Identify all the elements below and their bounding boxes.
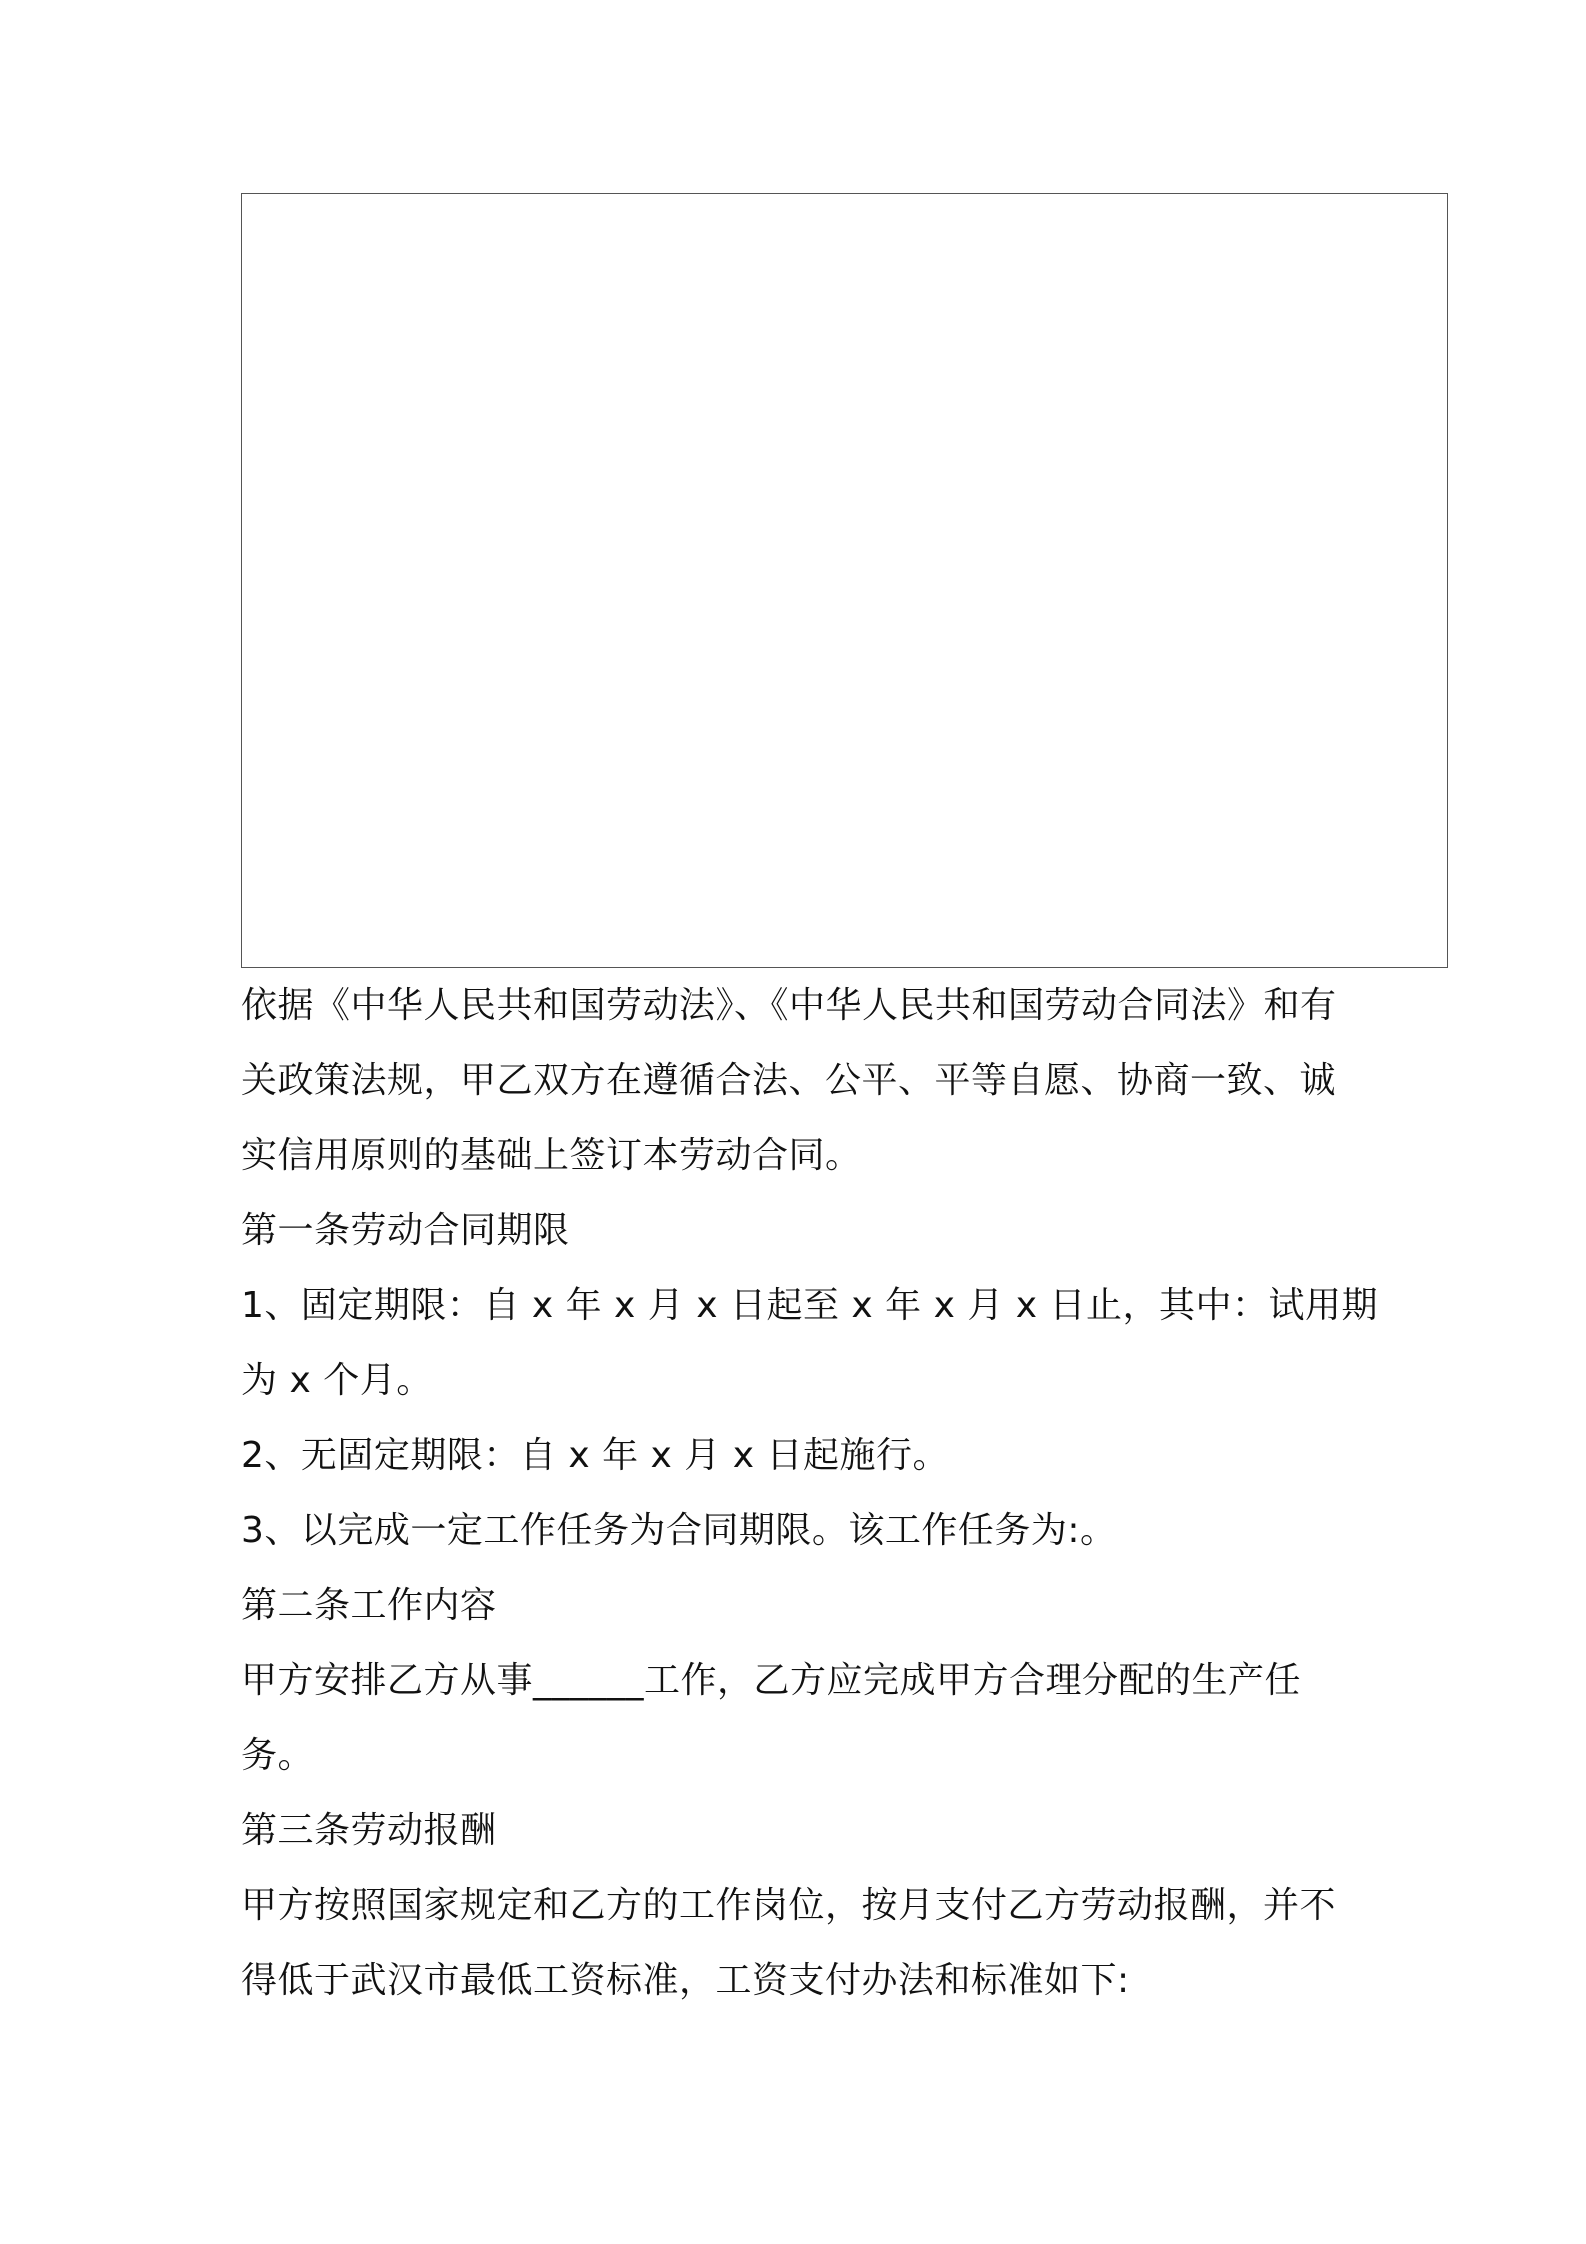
clause-line: 1、固定期限：自 x 年 x 月 x 日起至 x 年 x 月 x 日止，其中：试用期 <box>241 1285 1379 1326</box>
section-heading-3: 第三条劳动报酬 <box>241 1810 497 1851</box>
image-placeholder-box <box>241 193 1448 968</box>
paragraph-line: 依据《中华人民共和国劳动法》、《中华人民共和国劳动合同法》和有 <box>241 985 1337 1026</box>
clause-line: 2、无固定期限：自 x 年 x 月 x 日起施行。 <box>241 1435 949 1476</box>
paragraph-line: 实信用原则的基础上签订本劳动合同。 <box>241 1135 862 1176</box>
section-heading-2: 第二条工作内容 <box>241 1585 497 1626</box>
clause-line: 3、以完成一定工作任务为合同期限。该工作任务为:。 <box>241 1510 1117 1551</box>
clause-line: 为 x 个月。 <box>241 1360 433 1401</box>
paragraph-line: 甲方按照国家规定和乙方的工作岗位，按月支付乙方劳动报酬，并不 <box>241 1885 1337 1926</box>
paragraph-line: 甲方安排乙方从事______工作，乙方应完成甲方合理分配的生产任 <box>241 1660 1302 1701</box>
section-heading-1: 第一条劳动合同期限 <box>241 1210 570 1251</box>
paragraph-line: 务。 <box>241 1735 315 1776</box>
paragraph-line: 得低于武汉市最低工资标准，工资支付办法和标准如下: <box>241 1960 1130 2001</box>
paragraph-line: 关政策法规，甲乙双方在遵循合法、公平、平等自愿、协商一致、诚 <box>241 1060 1337 1101</box>
contract-body <box>241 968 1401 2018</box>
